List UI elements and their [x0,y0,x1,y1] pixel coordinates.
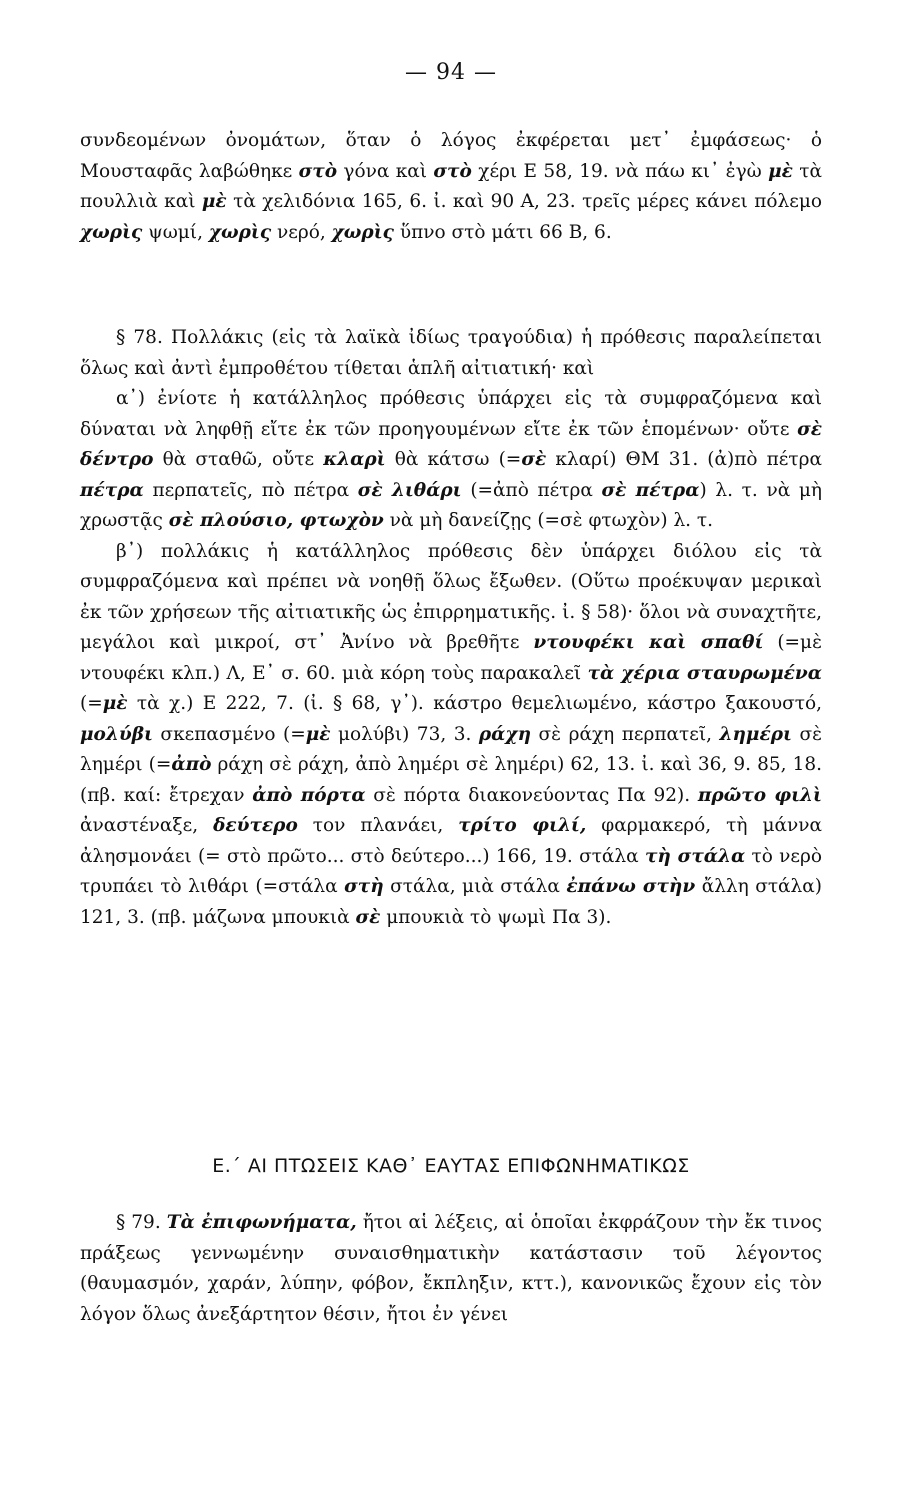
page-number: — 94 — [405,60,497,85]
text-run: σὲ πόρτα διακονεύοντας Πα 92). [365,784,698,806]
text-run: ἄλλη στάλα) 121, 3. (πβ. μάζωνα μπουκιὰ [80,876,822,928]
emphasized-text: τὴ στάλα [644,845,746,867]
emphasized-text: ἐπάνω στὴν [566,876,696,897]
text-run: στάλα, μιὰ στάλα [383,876,567,897]
text-block-79 [80,1208,822,1330]
emphasized-text: σὲ [355,906,381,928]
emphasized-text: πρῶτο φιλὶ [697,784,822,806]
emphasized-text: ἀπὸ [171,754,212,775]
emphasized-text: σὲ πέτρα [601,479,700,501]
emphasized-text: τρίτο φιλί, [458,815,587,836]
text-run: β᾽) πολλάκις ἡ κατάλληλος πρόθεσις δὲν ὑπάρχει διόλου εἰς τὰ συμφραζόμενα καὶ πρέπει νὰ νοηθῇ ὅλως ἔξωθεν. (Οὕτω προέκυψαν μερικαὶ ἐκ τῶν χρήσεων τῆς αἰτιατικῆς ὡς ἐπιρρηματικῆς. ἰ. § 58)· ὅλοι νὰ συναχτῆτε, μεγάλοι καὶ μικροί, στ᾽ Ἀνίνο νὰ βρεθῆτε [80,540,822,653]
text-run: (=μὲ ντουφέκι κλπ.) Λ, Ε᾽ σ. 60. μιὰ κόρη τοὺς παρακαλεῖ [80,632,823,684]
section-heading: Ε.΄ ΑΙ ΠΤΩΣΕΙΣ ΚΑΘ᾽ ΕΑΥΤΑΣ ΕΠΙΦΩΝΗΜΑΤΙΚΩΣ [212,1155,690,1177]
emphasized-text: χωρὶς [331,221,394,243]
emphasized-text: στὸ [433,160,472,182]
emphasized-text: σὲ δέντρο [80,418,822,470]
emphasized-text: δεύτερο [213,815,298,836]
text-run: § 79. [116,1212,167,1233]
emphasized-text: λημέρι [719,723,792,745]
emphasized-text: μὲ [305,723,331,745]
text-run: γόνα καὶ [337,160,434,182]
emphasized-text: τὰ χέρια σταυρωμένα [587,662,822,684]
emphasized-text: μολύβι [80,723,153,745]
text-run: τὰ πουλλιὰ καὶ [80,160,823,212]
text-run: κλαρί) ΘΜ 31. (ἀ)πὸ πέτρα [546,449,822,470]
text-run: χέρι Ε 58, 19. νὰ πάω κι᾽ ἐγὼ [471,160,769,182]
emphasized-text: μὲ [768,160,793,182]
text-run: μπουκιὰ τὸ ψωμὶ Πα 3). [380,906,612,928]
emphasized-text: στὸ [298,160,338,182]
text-run: ) λ. τ. νὰ μὴ χρωστᾷς [80,479,822,531]
text-run: τὸ νερὸ τρυπάει τὸ λιθάρι (=στάλα [80,845,823,897]
text-run: νὰ μὴ δανείζῃς (=σὲ φτωχὸν) λ. τ. [383,510,714,531]
text-run: α᾽) ἐνίοτε ἡ κατάλληλος πρόθεσις ὑπάρχει εἰς τὰ συμφραζόμενα καὶ δύναται νὰ ληφθῇ εἴτε ἐκ τῶν προηγουμένων εἴτε ἐκ τῶν ἑπομένων· οὔτε [80,388,822,440]
emphasized-text: χωρὶς [80,221,143,243]
emphasized-text: ἀπὸ πόρτα [252,784,366,806]
text-run: σὲ λημέρι (= [80,723,823,775]
emphasized-text: Τὰ ἐπιφωνήματα, [166,1212,357,1233]
emphasized-text: ντουφέκι καὶ σπαθί [533,632,764,653]
paragraph-79 [80,1208,822,1330]
text-run: μολύβι) 73, 3. [330,723,479,745]
emphasized-text: κλαρὶ [323,449,386,470]
text-run: ράχη σὲ ράχη, ἀπὸ λημέρι σὲ λημέρι) 62, 13. ἰ. καὶ 36, 9. 85, 18. (πβ. καί: ἔτρεχαν [80,754,822,806]
text-run: ἀναστέναξε, [80,815,214,836]
paragraph-78 [80,323,822,384]
text-run: ψωμί, [142,221,209,243]
text-run: σκεπασμένο (= [152,723,306,745]
emphasized-text: μὲ [102,693,128,714]
text-block-78 [80,323,822,933]
emphasized-text: μὲ [201,191,227,212]
text-block-top [80,126,822,248]
text-run: θὰ σταθῶ, οὔτε [153,449,324,470]
emphasized-text: χωρὶς [208,221,272,243]
emphasized-text: σὲ [521,449,547,470]
paragraph-78-a [80,384,822,537]
text-run: περπατεῖς, πὸ πέτρα [143,479,358,501]
text-run: τὰ χελιδόνια 165, 6. ἰ. καὶ 90 Α, 23. τρεῖς μέρες κάνει πόλεμο [226,191,822,212]
paragraph-1 [80,126,822,248]
emphasized-text: πέτρα [80,479,144,501]
text-run: ἤτοι αἱ λέξεις, αἱ ὁποῖαι ἐκφράζουν τὴν ἔκ τινος πράξεως γεννωμένην συναισθηματικὴν κατάστασιν τοῦ λέγοντος (θαυμασμόν, χαράν, λύπην, φόβον, ἔκπληξιν, κττ.), κανονικῶς ἔχουν εἰς τὸν λόγον ὅλως ἀνεξάρτητον θέσιν, ἤτοι ἐν γένει [80,1212,822,1325]
text-run: θὰ κάτσω (= [385,449,522,470]
text-run: συνδεομένων ὀνομάτων, ὅταν ὁ λόγος ἐκφέρεται μετ᾽ ἐμφάσεως· ὁ Μουσταφᾶς λαβώθηκε [80,130,822,182]
emphasized-text: στὴ [344,876,384,897]
text-run: τον πλανάει, [297,815,459,836]
text-run: φαρμακερό, τὴ μάννα ἀλησμονάει (= στὸ πρῶτο... στὸ δεύτερο...) 166, 19. στάλα [80,815,822,867]
text-run: τὰ χ.) Ε 222, 7. (ἰ. § 68, γ᾽). κάστρο θεμελιωμένο, κάστρο ξακουστό, [127,693,822,714]
text-run: ὕπνο στὸ μάτι 66 Β, 6. [393,221,612,243]
text-run: § 78. Πολλάκις (εἰς τὰ λαϊκὰ ἰδίως τραγούδια) ἡ πρόθεσις παραλείπεται ὅλως καὶ ἀντὶ ἐμπροθέτου τίθεται ἁπλῆ αἰτιατική· καὶ [80,327,822,379]
text-run: σὲ ράχη περπατεῖ, [531,723,720,745]
paragraph-78-b [80,537,822,934]
emphasized-text: σὲ λιθάρι [357,479,462,501]
text-run: νερό, [271,221,332,243]
text-run: (= [80,693,103,714]
emphasized-text: σὲ πλούσιο, φτωχὸν [168,510,384,531]
emphasized-text: ράχη [478,723,532,745]
text-run: (=ἀπὸ πέτρα [461,479,602,501]
